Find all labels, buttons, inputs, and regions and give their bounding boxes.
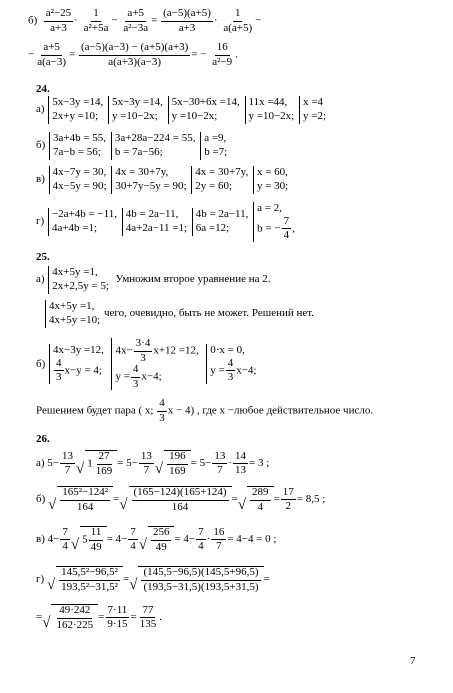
system: 3a+28a−224 = 55, b = 7a−56; bbox=[111, 132, 196, 160]
den: a+3 bbox=[50, 21, 67, 34]
p26-v: в) 4− $\frac{7}{4}$ √ 5 $\frac{11}{49}$ = 4− $\frac{7}{4}$ √ $\frac{256}{49}$ = 4− $\frac{7}{4}$ · $\frac{16}{7}$ = 4−4 = 0 ; bbox=[36, 525, 277, 554]
label: б) bbox=[36, 357, 46, 370]
p25-b bbox=[36, 338, 257, 390]
system: 4b = 2a−11, 6a =12; bbox=[192, 208, 249, 236]
page-number: 7 bbox=[410, 655, 416, 667]
p25-answer: Решением будет пара ( x; $\frac{4}{3}$ x − 4) , где x −любое действительное число. bbox=[36, 397, 374, 424]
num: (a−5)(a+5) bbox=[161, 8, 213, 22]
p25-a-2 bbox=[44, 300, 314, 328]
system: a =9, b =7; bbox=[200, 132, 227, 160]
expr-b-line1: б) $\frac{\text{a²−25}}{a+3}$ · $\frac{1}{\text{a²+5a}}$ − $\frac{a+5}{\text{a²−3a}}$ = $\frac{(a-5)(a+5)}{a+3}$ · $\frac{1}{a(a+5)}$ − bbox=[28, 7, 262, 34]
system: 4x−3y =12, $\frac{4}{3}$ x−y = 4; bbox=[49, 344, 104, 384]
den: a+3 bbox=[178, 21, 196, 34]
comment: Умножим второе уравнение на 2. bbox=[115, 273, 271, 286]
p24-g bbox=[36, 202, 296, 242]
p26-a: а) 5− $\frac{13}{7}$ √ 1 $\frac{27}{169}$ = 5− $\frac{13}{7}$ √ $\frac{196}{169}$ = 5− $\frac{13}{7}$ · $\frac{14}{13}$ = 3 ; bbox=[36, 449, 270, 478]
p26-g: г) √ $\frac{\text{145,5²−96,5²}}{\text{193,5²−31,5²}}$ = √ $\frac{(145,5-96,5)(145,5+96,5)}{(193,5-31,5)(193,5+31,5)}$ = bbox=[36, 566, 270, 594]
system: 5x−30+6x =14, y =10−2x; bbox=[168, 96, 240, 124]
system: 4x− $\frac{3\cdot 4}{3}$ x+12 =12, y = $\frac{4}{3}$ x−4; bbox=[111, 338, 198, 390]
system: 11x =44, y =10−2x; bbox=[245, 96, 295, 124]
num: 1 bbox=[233, 8, 243, 22]
p24-b bbox=[36, 132, 228, 160]
p24-a bbox=[36, 96, 327, 124]
system: 4x = 30+7y, 2y = 60; bbox=[191, 166, 248, 194]
system: a = 2, b = − $\frac{7}{4}$ , bbox=[253, 202, 295, 242]
problem-24-number: 24. bbox=[36, 83, 50, 95]
system: 4x+5y =1, 4x+5y =10; bbox=[45, 300, 100, 328]
label: в) bbox=[36, 173, 45, 186]
num: 1 bbox=[91, 8, 101, 22]
problem-26-number: 26. bbox=[36, 433, 50, 445]
system: 4x = 30+7y, 30+7y−5y = 90; bbox=[111, 166, 186, 194]
den: a²+5a bbox=[83, 21, 109, 34]
system: 4b = 2a−11, 4a+2a−11 =1; bbox=[122, 208, 187, 236]
system: −2a+4b = −11, 4a+4b =1; bbox=[48, 208, 117, 236]
num: (a−5)(a−3) − (a+5)(a+3) bbox=[79, 42, 190, 56]
den: a(a+5) bbox=[223, 21, 253, 34]
system: 0·x = 0, y = $\frac{4}{3}$ x−4; bbox=[206, 344, 256, 384]
label: а) bbox=[36, 273, 45, 286]
system: 5x−3y =14, 2x+y =10; bbox=[48, 96, 103, 124]
den: a²−9 bbox=[212, 55, 233, 68]
system: x =4 y =2; bbox=[299, 96, 326, 124]
den: a²−3a bbox=[123, 21, 149, 34]
system: 4x+5y =1, 2x+2,5y = 5; bbox=[48, 266, 109, 294]
p25-a bbox=[36, 266, 270, 294]
num: a²−25 bbox=[44, 8, 73, 22]
system: x = 60, y = 30; bbox=[253, 166, 288, 194]
problem-25-number: 25. bbox=[36, 251, 50, 263]
system: 4x−7y = 30, 4x−5y = 90; bbox=[49, 166, 107, 194]
den: a(a+3)(a−3) bbox=[108, 55, 162, 68]
label: г) bbox=[36, 215, 45, 228]
num: 16 bbox=[215, 42, 230, 56]
expr-b-line2: − $\frac{a+5}{a(a-3)}$ = $\frac{(a-5)(a-3) - (a+5)(a+3)}{a(a+3)(a-3)}$ = − $\frac{16}{\text{a²−9}}$ . bbox=[28, 41, 238, 68]
num: a+5 bbox=[41, 42, 62, 56]
p26-b: б) √ $\frac{\text{165²−124²}}{164}$ = √ $\frac{(165-124)(165+124)}{164}$ = √ $\frac{289}{4}$ = $\frac{17}{2}$ = 8,5 ; bbox=[36, 485, 326, 514]
p26-g-line2: = √ $\frac{49\cdot 242}{162\cdot 225}$ = $\frac{7\cdot 11}{9\cdot 15}$ = $\frac{77}{135}$ . bbox=[36, 603, 162, 632]
p24-v bbox=[36, 166, 289, 194]
label: а) bbox=[36, 103, 45, 116]
system: 3a+4b = 55, 7a−b = 56; bbox=[49, 132, 106, 160]
system: 5x−3y =14, y =10−2x; bbox=[108, 96, 163, 124]
comment: чего, очевидно, быть не может. Решений нет. bbox=[103, 307, 315, 320]
num: a+5 bbox=[125, 8, 146, 22]
label: б) bbox=[28, 14, 38, 27]
den: a(a−3) bbox=[37, 55, 67, 68]
label: б) bbox=[36, 139, 46, 152]
